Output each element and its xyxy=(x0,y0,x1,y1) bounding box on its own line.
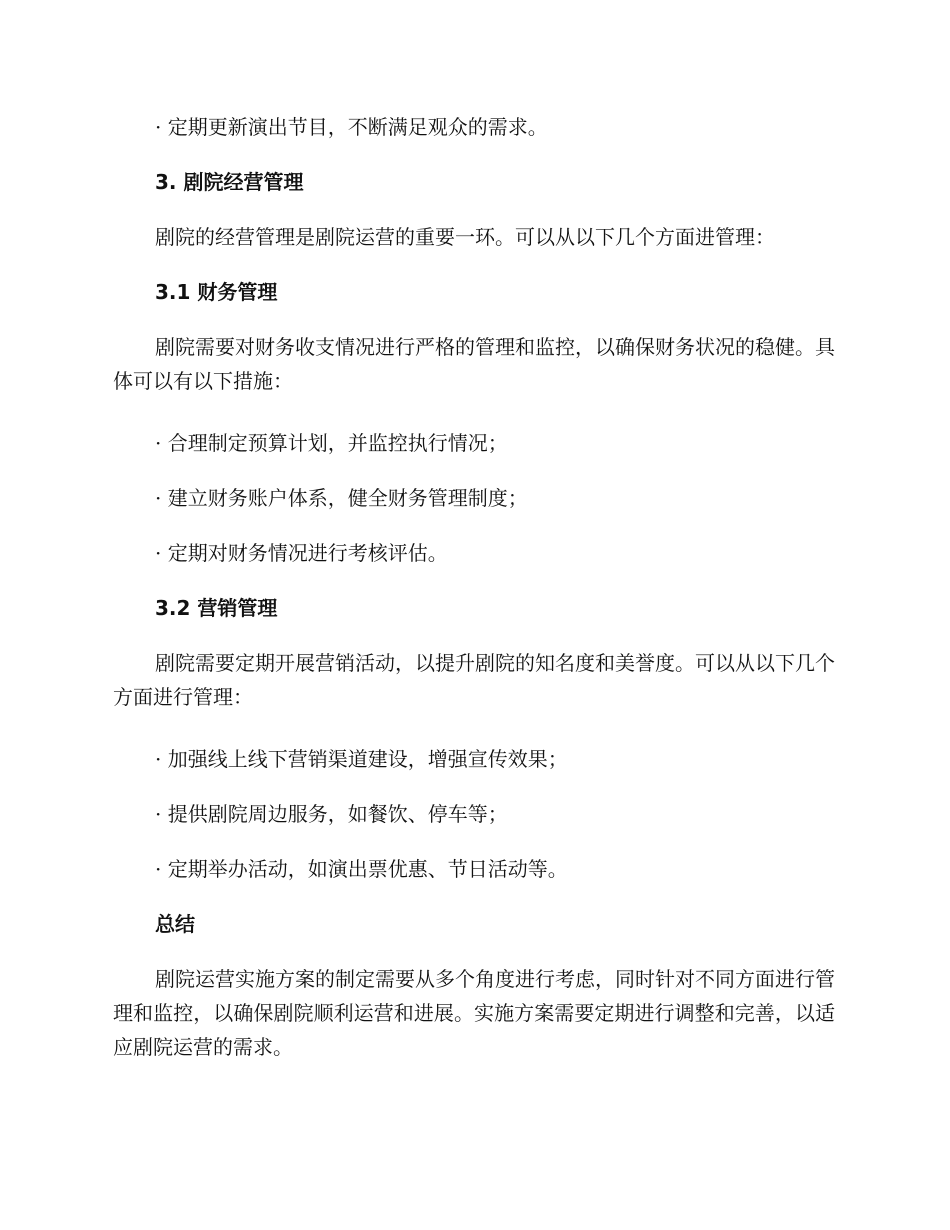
bullet-update-programs: · 定期更新演出节目，不断满足观众的需求。 xyxy=(155,115,548,139)
subsection-heading-3-2: 3.2 营销管理 xyxy=(155,596,278,620)
section-heading-3: 3. 剧院经营管理 xyxy=(155,170,304,194)
paragraph-management-intro: 剧院的经营管理是剧院运营的重要一环。可以从以下几个方面进管理： xyxy=(155,225,775,249)
finance-bullet-2: · 建立财务账户体系，健全财务管理制度； xyxy=(155,486,528,510)
paragraph-marketing: 剧院需要定期开展营销活动，以提升剧院的知名度和美誉度。可以从以下几个方面进行管理： xyxy=(113,651,835,709)
paragraph-summary: 剧院运营实施方案的制定需要从多个角度进行考虑，同时针对不同方面进行管理和监控，以确保剧院顺利运营和进展。实施方案需要定期进行调整和完善，以适应剧院运营的需求。 xyxy=(113,967,835,1059)
finance-bullet-1: · 合理制定预算计划，并监控执行情况； xyxy=(155,431,508,455)
paragraph-finance: 剧院需要对财务收支情况进行严格的管理和监控，以确保财务状况的稳健。具体可以有以下措施： xyxy=(113,335,835,393)
subsection-heading-3-1: 3.1 财务管理 xyxy=(155,280,278,304)
summary-heading: 总结 xyxy=(155,912,195,936)
marketing-bullet-2: · 提供剧院周边服务，如餐饮、停车等； xyxy=(155,802,508,826)
marketing-bullet-3: · 定期举办活动，如演出票优惠、节日活动等。 xyxy=(155,857,568,881)
finance-bullet-3: · 定期对财务情况进行考核评估。 xyxy=(155,541,448,565)
marketing-bullet-1: · 加强线上线下营销渠道建设，增强宣传效果； xyxy=(155,747,568,771)
